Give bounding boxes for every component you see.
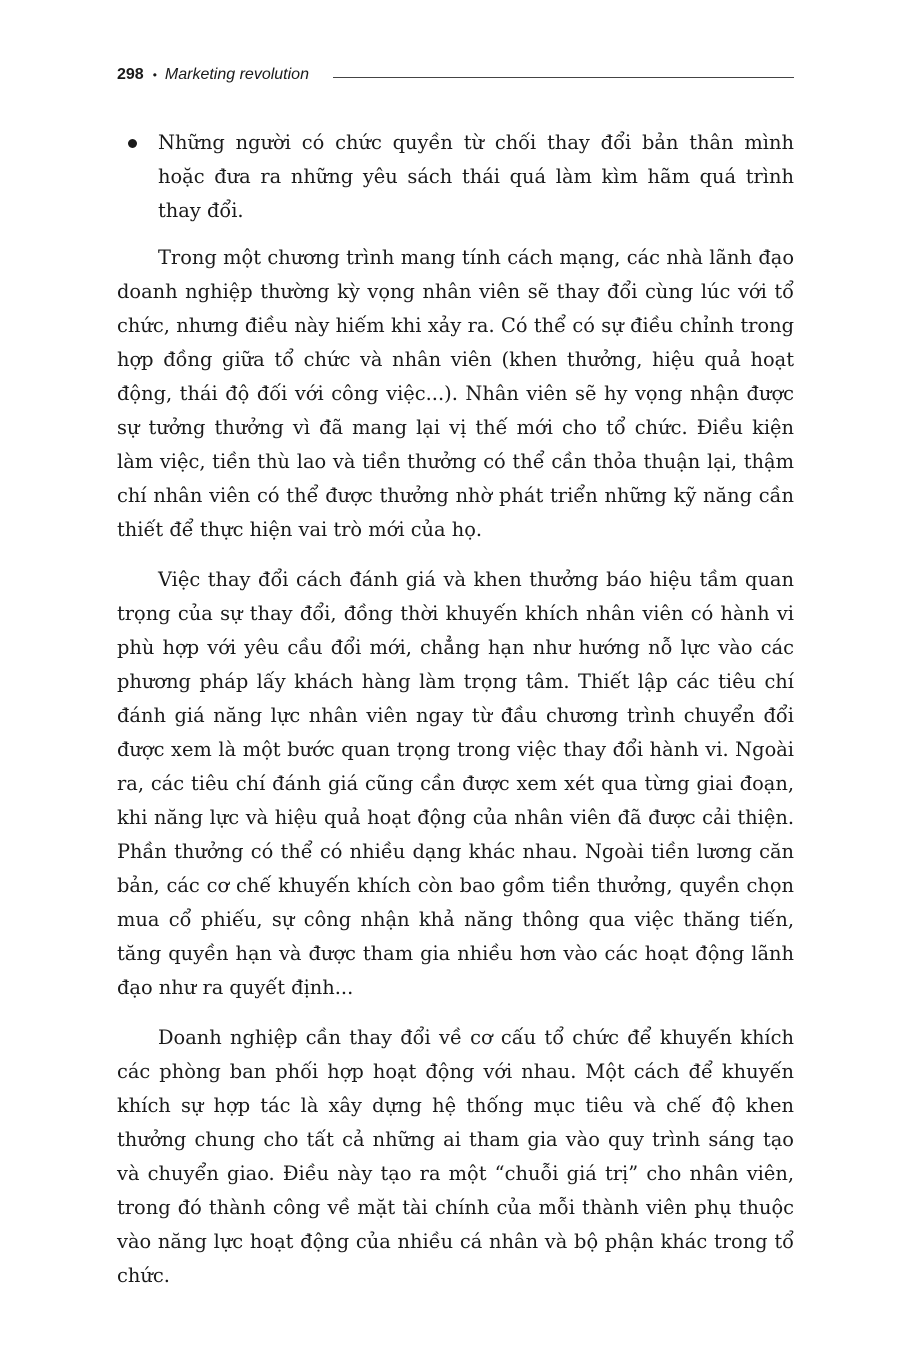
paragraph-3: Doanh nghiệp cần thay đổi về cơ cấu tổ chức để khuyến khích các phòng ban phối hợp hoạt động với nhau. Một cách để khuyến khích sự hợp tác là xây dựng hệ thống mục tiêu và chế độ khen thưởng chung cho tất cả những ai tham gia vào quy trình sáng tạo và chuyển giao. Điều này tạo ra một “chuỗi giá trị” cho nhân viên, trong đó thành công về mặt tài chính của mỗi thành viên phụ thuộc vào năng lực hoạt động của nhiều cá nhân và bộ phận khác trong tổ chức. (117, 1026, 794, 1287)
header-separator: • (152, 68, 157, 82)
paragraph-2: Việc thay đổi cách đánh giá và khen thưởng báo hiệu tầm quan trọng của sự thay đổi, đồng thời khuyến khích nhân viên có hành vi phù hợp với yêu cầu đổi mới, chẳng hạn như hướng nỗ lực vào các phương pháp lấy khách hàng làm trọng tâm. Thiết lập các tiêu chí đánh giá năng lực nhân viên ngay từ đầu chương trình chuyển đổi được xem là một bước quan trọng trong việc thay đổi hành vi. Ngoài ra, các tiêu chí đánh giá cũng cần được xem xét qua từng giai đoạn, khi năng lực và hiệu quả hoạt động của nhân viên đã được cải thiện. Phần thưởng có thể có nhiều dạng khác nhau. Ngoài tiền lương căn bản, các cơ chế khuyến khích còn bao gồm tiền thưởng, quyền chọn mua cổ phiếu, sự công nhận khả năng thông qua việc thăng tiến, tăng quyền hạn và được tham gia nhiều hơn vào các hoạt động lãnh đạo như ra quyết định... (117, 568, 794, 999)
bullet-dot-icon (128, 139, 137, 148)
header-rule (333, 77, 794, 78)
bullet-item (117, 126, 794, 228)
page-number: 298 (117, 66, 144, 83)
book-title: Marketing revolution (164, 66, 309, 83)
page-body (117, 126, 794, 1309)
running-header (117, 62, 794, 88)
paragraph-1: Trong một chương trình mang tính cách mạng, các nhà lãnh đạo doanh nghiệp thường kỳ vọng nhân viên sẽ thay đổi cùng lúc với tổ chức, nhưng điều này hiếm khi xảy ra. Có thể có sự điều chỉnh trong hợp đồng giữa tổ chức và nhân viên (khen thưởng, hiệu quả hoạt động, thái độ đối với công việc...). Nhân viên sẽ hy vọng nhận được sự tưởng thưởng vì đã mang lại vị thế mới cho tổ chức. Điều kiện làm việc, tiền thù lao và tiền thưởng có thể cần thỏa thuận lại, thậm chí nhân viên có thể được thưởng nhờ phát triển những kỹ năng cần thiết để thực hiện vai trò mới của họ. (117, 246, 794, 541)
bullet-text: Những người có chức quyền từ chối thay đổi bản thân mình hoặc đưa ra những yêu sách thái quá làm kìm hãm quá trình thay đổi. (158, 131, 794, 222)
